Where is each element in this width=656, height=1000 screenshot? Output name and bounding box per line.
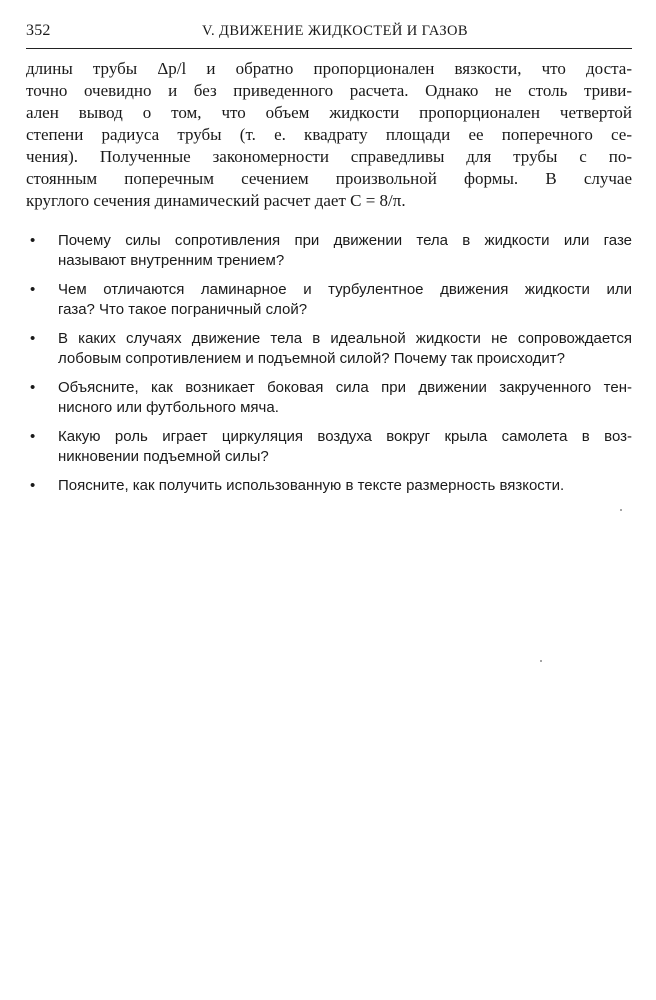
question-item — [26, 427, 632, 467]
page-number: 352 — [26, 22, 51, 39]
paragraph-line: длины трубы Δp/l и обратно пропорционален вязкости, что доста- — [26, 59, 632, 78]
question-line: Почему силы сопротивления при движении тела в жидкости или газе — [58, 232, 632, 249]
paragraph-line: точно очевидно и без приведенного расчета. Однако не столь триви- — [26, 81, 632, 100]
bullet-icon: • — [30, 428, 36, 445]
paragraph-line: чения). Полученные закономерности справедливы для трубы с по- — [26, 147, 632, 166]
bullet-icon: • — [30, 330, 36, 347]
question-line: называют внутренним трением? — [58, 252, 285, 269]
bullet-icon: • — [30, 281, 36, 298]
header-rule — [26, 48, 632, 49]
paragraph-line: стоянным поперечным сечением произвольной формы. В случае — [26, 169, 632, 188]
question-line: Чем отличаются ламинарное и турбулентное движения жидкости или — [58, 281, 632, 298]
scan-speck — [540, 660, 542, 662]
question-line: В каких случаях движение тела в идеальной жидкости не сопровождается — [58, 330, 632, 347]
question-item — [26, 329, 632, 369]
running-head: V. ДВИЖЕНИЕ ЖИДКОСТЕЙ И ГАЗОВ — [202, 23, 468, 39]
question-line: лобовым сопротивлением и подъемной силой? Почему так происходит? — [58, 350, 565, 367]
question-line: нисного или футбольного мяча. — [58, 399, 279, 416]
question-line: Объясните, как возникает боковая сила при движении закрученного тен- — [58, 379, 632, 396]
paragraph-line: степени радиуса трубы (т. е. квадрату площади ее поперечного се- — [26, 125, 632, 144]
question-item — [26, 280, 632, 320]
question-line: Поясните, как получить использованную в тексте размерность вязкости. — [58, 477, 565, 494]
paragraph-line: ален вывод о том, что объем жидкости пропорционален четвертой — [26, 103, 632, 122]
page-header — [26, 22, 632, 46]
question-line: газа? Что такое пограничный слой? — [58, 301, 308, 318]
question-line: Какую роль играет циркуляция воздуха вокруг крыла самолета в воз- — [58, 428, 632, 445]
book-page — [26, 22, 632, 505]
question-item — [26, 231, 632, 271]
paragraph-line: круглого сечения динамический расчет дает C = 8/π. — [26, 191, 406, 210]
question-item — [26, 476, 632, 496]
question-line: никновении подъемной силы? — [58, 448, 269, 465]
bullet-icon: • — [30, 477, 36, 494]
paragraph — [26, 58, 632, 212]
bullet-icon: • — [30, 232, 36, 249]
question-list — [26, 231, 632, 496]
scan-speck — [620, 509, 622, 511]
bullet-icon: • — [30, 379, 36, 396]
question-item — [26, 378, 632, 418]
